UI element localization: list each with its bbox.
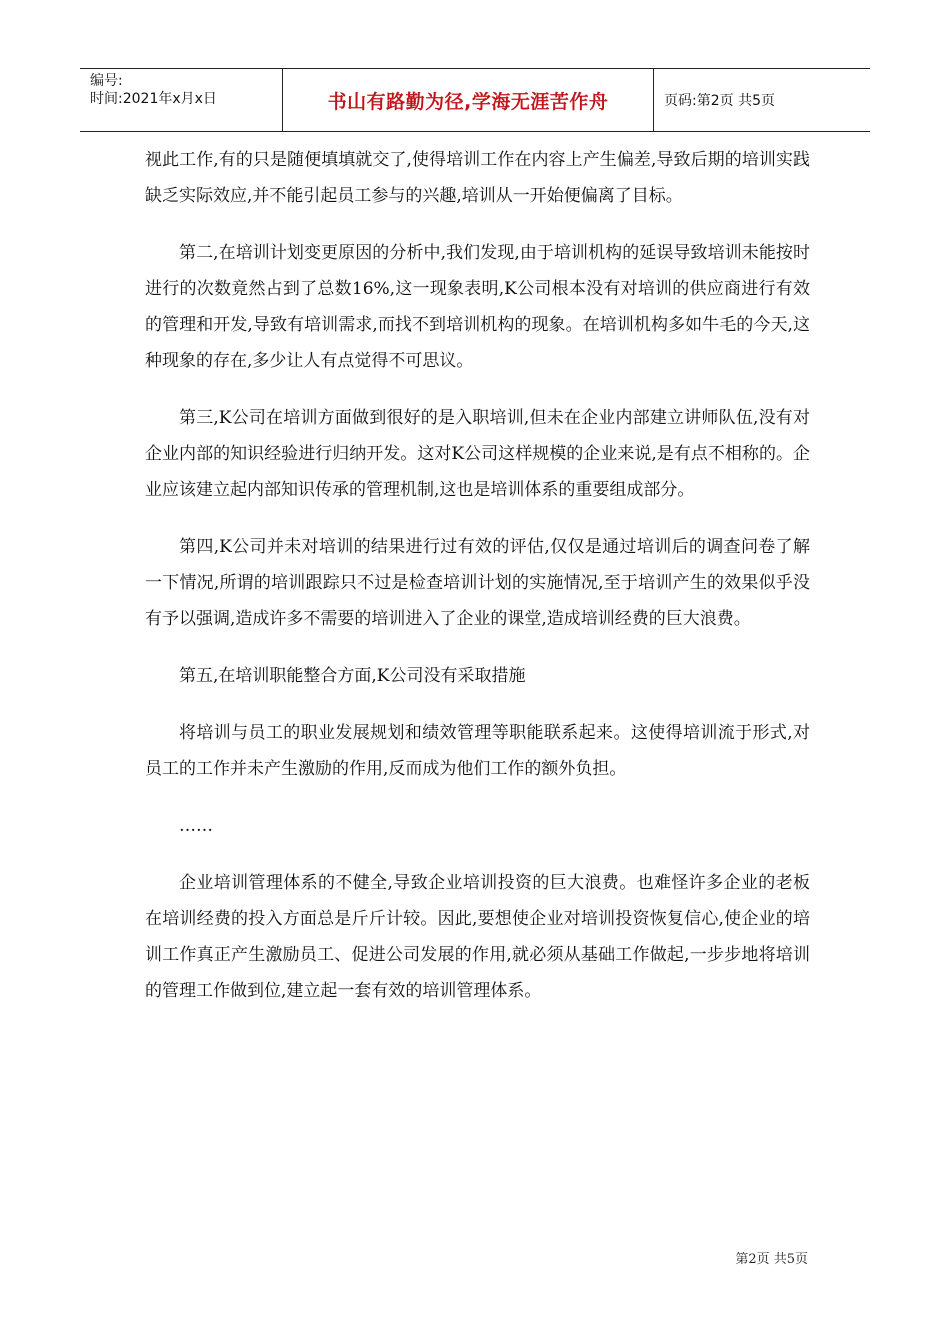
paragraph-third: 第三,K公司在培训方面做到很好的是入职培训,但未在企业内部建立讲师队伍,没有对企业内部的知识经验进行归纳开发。这对K公司这样规模的企业来说,是有点不相称的。企业应该建立起内部知识传承的管理机制,这也是培训体系的重要组成部分。: [145, 408, 810, 500]
paragraph-second: 第二,在培训计划变更原因的分析中,我们发现,由于培训机构的延误导致培训未能按时进行的次数竟然占到了总数16%,这一现象表明,K公司根本没有对培训的供应商进行有效的管理和开发,导致有培训需求,而找不到培训机构的现象。在培训机构多如牛毛的今天,这种现象的存在,多少让人有点觉得不可思议。: [145, 243, 810, 371]
header-info: [80, 69, 282, 131]
header-page-label: 页码:第2页 共5页: [664, 93, 775, 109]
paragraph-fourth: 第四,K公司并未对培训的结果进行过有效的评估,仅仅是通过培训后的调查问卷了解一下情况,所谓的培训跟踪只不过是检查培训计划的实施情况,至于培训产生的效果似乎没有予以强调,造成许多不需要的培训进入了企业的课堂,造成培训经费的巨大浪费。: [145, 537, 810, 629]
document-body: [145, 142, 810, 1030]
paragraph-conclusion: 企业培训管理体系的不健全,导致企业培训投资的巨大浪费。也难怪许多企业的老板在培训经费的投入方面总是斤斤计较。因此,要想使企业对培训投资恢复信心,使企业的培训工作真正产生激励员工、促进公司发展的作用,就必须从基础工作做起,一步步地将培训的管理工作做到位,建立起一套有效的培训管理体系。: [145, 873, 810, 1001]
paragraph-ellipsis: ……: [179, 816, 213, 836]
page-header: [80, 68, 870, 132]
header-motto: 书山有路勤为径,学海无涯苦作舟: [282, 69, 654, 131]
paragraph-fifth: 第五,在培训职能整合方面,K公司没有采取措施: [179, 666, 526, 686]
paragraph-continued: 视此工作,有的只是随便填填就交了,使得培训工作在内容上产生偏差,导致后期的培训实践缺乏实际效应,并不能引起员工参与的兴趣,培训从一开始便偏离了目标。: [145, 150, 810, 206]
paragraph-integration: 将培训与员工的职业发展规划和绩效管理等职能联系起来。这使得培训流于形式,对员工的工作并未产生激励的作用,反而成为他们工作的额外负担。: [145, 723, 810, 779]
code-label: 编号:: [90, 73, 123, 89]
page-footer: 第2页 共5页: [735, 1252, 808, 1267]
date-label: 时间:2021年x月x日: [90, 91, 217, 107]
